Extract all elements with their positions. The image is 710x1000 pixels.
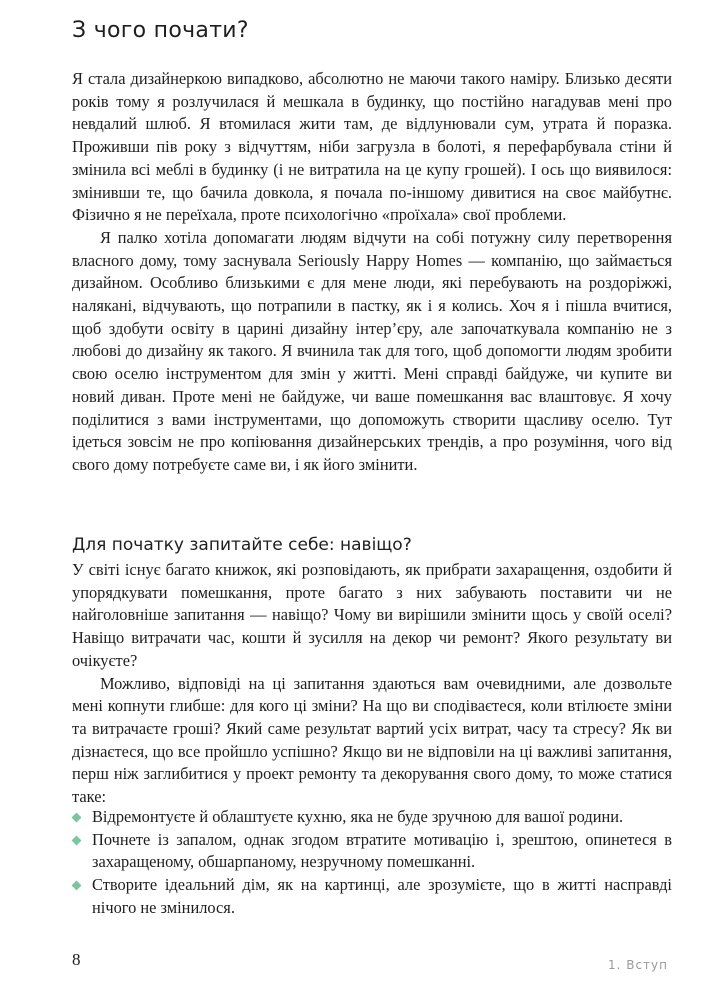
section-subheading: Для початку запитайте себе: навіщо? bbox=[72, 535, 412, 555]
diamond-bullet-icon bbox=[72, 813, 82, 823]
list-item-text: Створите ідеальний дім, як на картинці, але зрозумієте, що в житті насправді нічого не змінилося. bbox=[92, 875, 672, 917]
list-item bbox=[72, 806, 672, 829]
running-title: 1. Вступ bbox=[607, 958, 668, 972]
list-item bbox=[72, 829, 672, 874]
paragraph: Я стала дизайнеркою випадково, абсолютно не маючи такого наміру. Близько десяти років тому я розлучилася й мешкала в будинку, що постійно нагадував мені про невдалий шлюб. Я втомилася жити там, де відлунювали сум, утрата й поразка. Проживши пів року з відчуттям, ніби загрузла в болоті, я перефарбувала стіни й змінила всі меблі в будинку (і не витратила на це купу грошей). І ось що виявилося: змінивши те, що бачила довкола, я почала по-іншому дивитися на своє майбутнє. Фізично я не переїхала, проте психологічно «проїхала» свої проблеми. bbox=[72, 69, 672, 225]
paragraph: Я палко хотіла допомагати людям відчути на собі потужну силу перетворення власного дому, тому заснувала Seriously Happy Homes — компанію, що займається дизайном. Особливо близькими є для мене люди, які перебувають на роздоріжжі, налякані, відчувають, що потрапили в пастку, як і я колись. Хоч я і пішла вчитися, щоб здобути освіту в царині дизайну інтер’єру, але започаткувала компанію не з любові до дизайну як такого. Я вчинила так для того, щоб допомогти людям зробити свою оселю інструментом для змін у житті. Мені справді байдуже, чи купите ви новий диван. Проте мені не байдуже, чи ваше помешкання вас влаштовує. Я хочу поділитися з вами інструментами, що допоможуть створити щасливу оселю. Тут ідеться зовсім не про копіювання дизайнерських трендів, а про розуміння, чого від свого дому потребуєте саме ви, і як його змінити. bbox=[72, 227, 672, 474]
list-item bbox=[72, 874, 672, 919]
bullet-list bbox=[72, 806, 672, 920]
diamond-bullet-icon bbox=[72, 881, 82, 891]
diamond-bullet-icon bbox=[72, 835, 82, 845]
list-item-text: Почнете із запалом, однак згодом втратите мотивацію і, зрештою, опинетеся в захаращеному, обшарпаному, незручному помешканні. bbox=[92, 829, 672, 872]
section-two bbox=[72, 559, 672, 809]
section-one bbox=[72, 68, 672, 477]
paragraph: Можливо, відповіді на ці запитання здаються вам очевидними, але дозвольте мені копнути глибше: для кого ці зміни? На що ви сподіваєтеся, коли втілюєте зміни та витрачаєте гроші? Який саме результат вартий усіх витрат, часу та стресу? Як ви дізнаєтеся, що все пройшло успішно? Якщо ви не відповіли на ці важливі запитання, перш ніж заглибитися у проект ремонту та декорування свого дому, то може статися таке: bbox=[72, 673, 672, 807]
chapter-heading: З чого почати? bbox=[72, 18, 249, 43]
list-item-text: Відремонтуєте й облаштуєте кухню, яка не буде зручною для вашої родини. bbox=[92, 807, 624, 826]
page-number: 8 bbox=[72, 950, 81, 969]
paragraph: У світі існує багато книжок, які розповідають, як прибрати захаращення, оздобити й упорядкувати помешкання, проте багато з них забувають поставити чи не найголовніше запитання — навіщо? Чому ви вирішили змінити щось у своїй оселі? Навіщо витрачати час, кошти й зусилля на декор чи ремонт? Якого результату ви очікуєте? bbox=[72, 560, 672, 670]
